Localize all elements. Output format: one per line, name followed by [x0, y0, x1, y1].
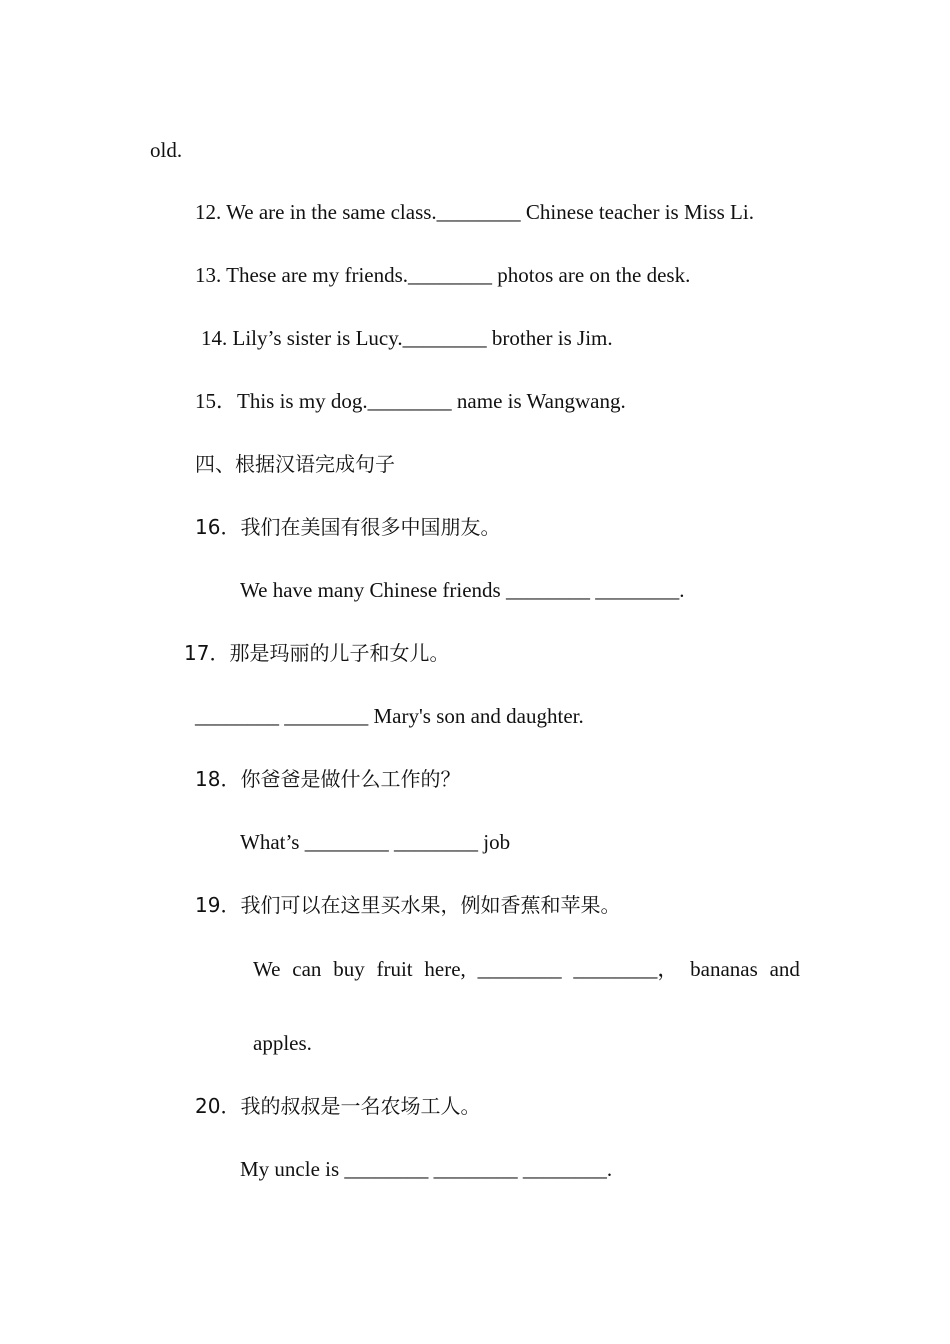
question-14: 14. Lily’s sister is Lucy.________ brother is Jim. [201, 326, 613, 350]
question-16-prompt: 16．我们在美国有很多中国朋友。 [195, 515, 501, 539]
carryover-text: old. [150, 138, 183, 162]
q19-word: fruit [376, 957, 413, 981]
q19-blank: ________ [477, 957, 562, 981]
question-20-prompt: 20．我的叔叔是一名农场工人。 [195, 1094, 481, 1118]
question-16-answer: We have many Chinese friends ________ ________. [240, 578, 685, 602]
question-13: 13. These are my friends.________ photos are on the desk. [195, 263, 691, 287]
q19-word: buy [333, 957, 365, 981]
question-18-prompt: 18．你爸爸是做什么工作的？ [195, 767, 461, 791]
q19-word: and [769, 957, 800, 981]
q19-word: We [253, 957, 281, 981]
question-15: 15．This is my dog.________ name is Wangwang. [195, 389, 626, 413]
question-19-prompt: 19．我们可以在这里买水果，例如香蕉和苹果。 [195, 893, 621, 917]
q19-word: bananas [690, 957, 758, 981]
q19-blank: ________， [573, 957, 679, 981]
q19-word: here, [424, 957, 466, 981]
q19-word: can [292, 957, 322, 981]
question-17-prompt: 17．那是玛丽的儿子和女儿。 [184, 641, 450, 665]
question-12: 12. We are in the same class.________ Chinese teacher is Miss Li. [195, 200, 754, 224]
question-19-answer [253, 956, 800, 982]
question-17-answer: ________ ________ Mary's son and daughter. [195, 704, 584, 728]
section-heading: 四、根据汉语完成句子 [195, 452, 395, 476]
question-19-answer-continued: apples. [253, 1031, 312, 1055]
question-18-answer: What’s ________ ________ job [240, 830, 511, 854]
question-20-answer: My uncle is ________ ________ ________. [240, 1157, 613, 1181]
